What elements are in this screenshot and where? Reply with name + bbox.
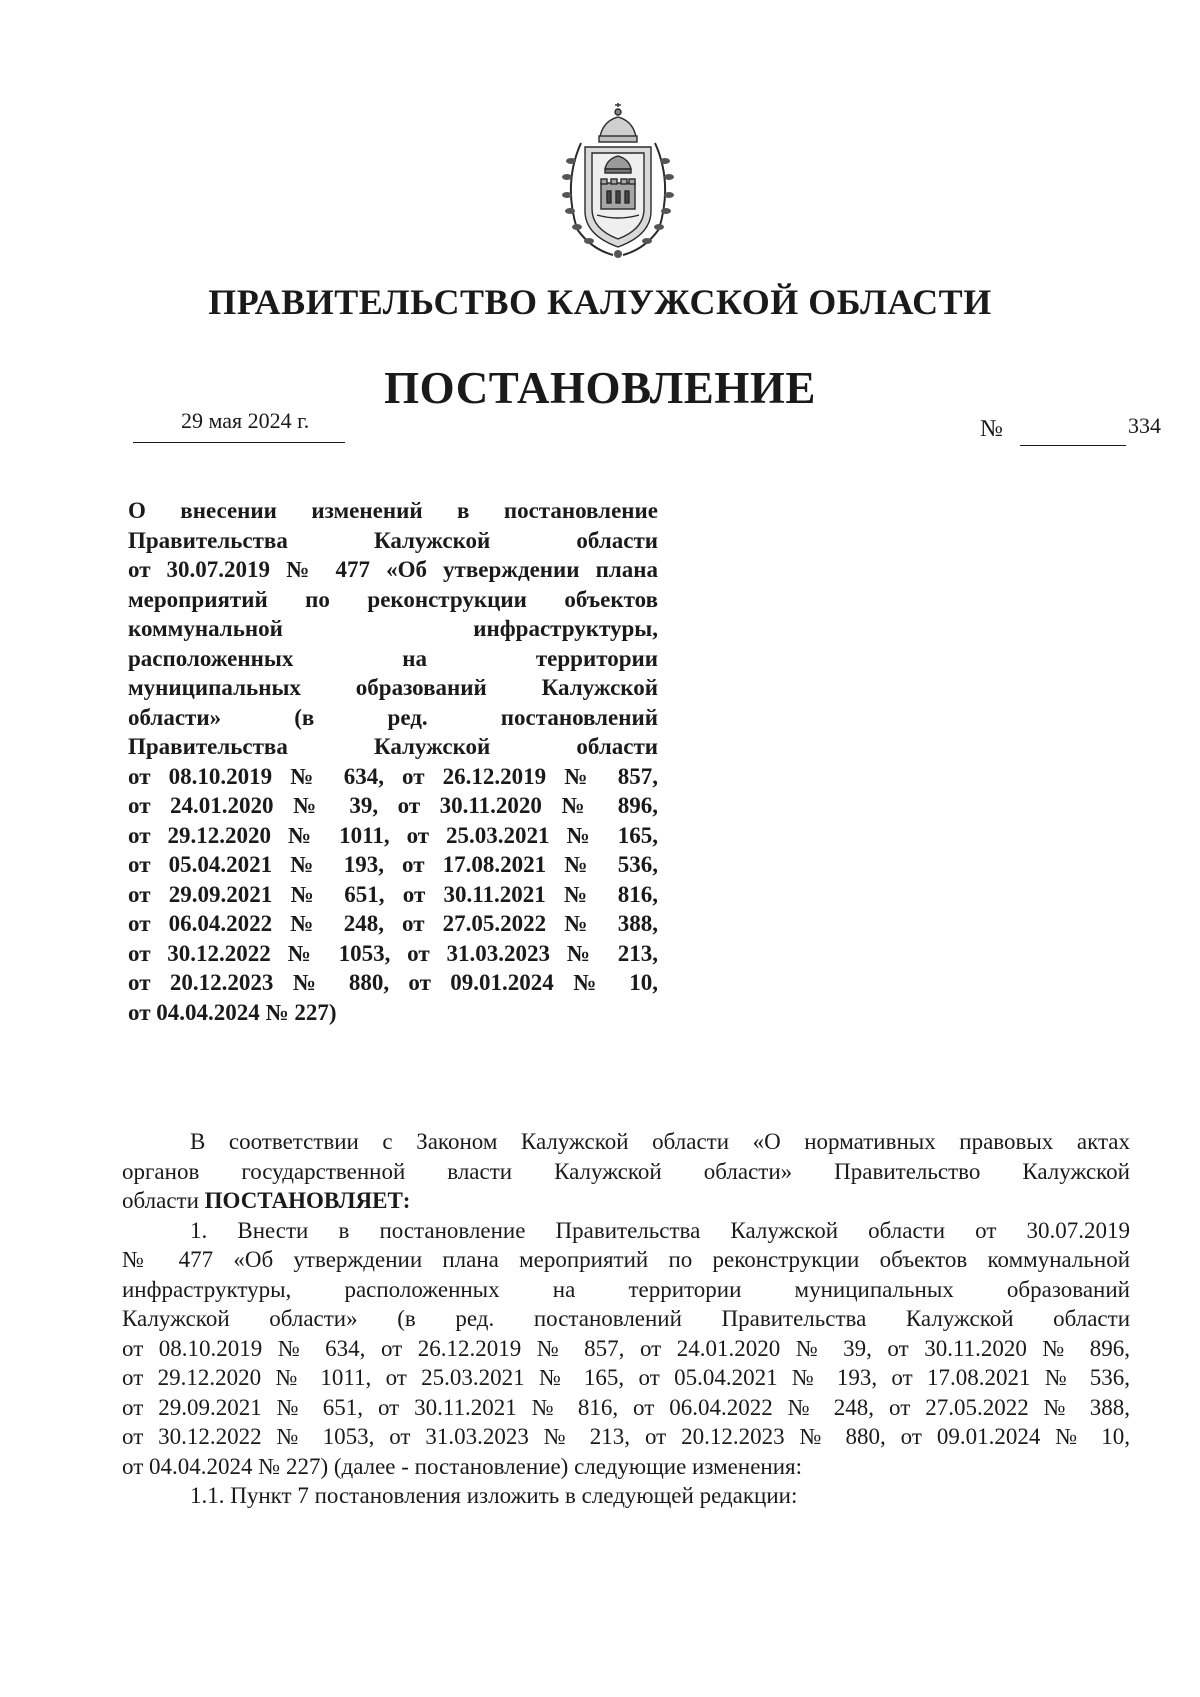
- body-line: от 08.10.2019 № 634, от 26.12.2019 № 857, от 24.01.2020 № 39, от 30.11.2020 № 896,: [122, 1335, 1130, 1361]
- document-date-field: [133, 402, 345, 443]
- body-line: 1. Внести в постановление Правительства Калужской области от 30.07.2019: [190, 1217, 1130, 1243]
- number-underline: [1020, 413, 1161, 446]
- subject-line: области» (в ред. постановлений: [128, 704, 658, 730]
- subject-line: от 24.01.2020 № 39, от 30.11.2020 № 896,: [128, 793, 658, 818]
- coat-of-arms-emblem: [555, 103, 681, 260]
- document-number: 334: [1128, 413, 1161, 438]
- government-title: ПРАВИТЕЛЬСТВО КАЛУЖСКОЙ ОБЛАСТИ: [208, 282, 992, 322]
- body-line: от 04.04.2024 № 227) (далее - постановление) следующие изменения:: [122, 1453, 802, 1479]
- subject-line: от 08.10.2019 № 634, от 26.12.2019 № 857,: [128, 763, 658, 789]
- number-sign: №: [980, 416, 1003, 442]
- resolves-keyword: ПОСТАНОВЛЯЕТ:: [204, 1188, 411, 1213]
- subject-line: от 05.04.2021 № 193, от 17.08.2021 № 536,: [128, 852, 658, 877]
- subject-line: от 20.12.2023 № 880, от 09.01.2024 № 10,: [128, 970, 658, 995]
- body-line: [122, 1186, 1130, 1216]
- preamble-end: области: [122, 1188, 199, 1213]
- subject-line: О внесении изменений в постановление: [128, 498, 658, 523]
- body-line: от 29.12.2020 № 1011, от 25.03.2021 № 165, от 05.04.2021 № 193, от 17.08.2021 № 536,: [122, 1365, 1130, 1390]
- body-line: Калужской области» (в ред. постановлений Правительства Калужской области: [122, 1306, 1130, 1331]
- subject-line: муниципальных образований Калужской: [128, 675, 658, 700]
- subject-line: расположенных на территории: [128, 645, 658, 671]
- document-number-field: [980, 413, 1161, 446]
- subject-line: от 04.04.2024 № 227): [128, 999, 337, 1025]
- body-line: от 29.09.2021 № 651, от 30.11.2021 № 816, от 06.04.2022 № 248, от 27.05.2022 № 388,: [122, 1394, 1130, 1420]
- body-line: от 30.12.2022 № 1053, от 31.03.2023 № 213, от 20.12.2023 № 880, от 09.01.2024 № 10,: [122, 1424, 1130, 1449]
- subject-line: от 29.12.2020 № 1011, от 25.03.2021 № 165,: [128, 822, 658, 848]
- subject-line: от 30.12.2022 № 1053, от 31.03.2023 № 213,: [128, 940, 658, 966]
- body-line: № 477 «Об утверждении плана мероприятий по реконструкции объектов коммунальной: [122, 1247, 1130, 1272]
- document-date: 29 мая 2024 г.: [181, 408, 310, 433]
- subject-line: коммунальной инфраструктуры,: [128, 616, 658, 641]
- subject-line: мероприятий по реконструкции объектов: [128, 586, 658, 612]
- subject-line: от 30.07.2019 № 477 «Об утверждении плана: [128, 557, 658, 582]
- document-body: [122, 1127, 1130, 1511]
- body-line: 1.1. Пункт 7 постановления изложить в следующей редакции:: [190, 1483, 798, 1508]
- document-subject: [128, 496, 658, 1027]
- subject-line: Правительства Калужской области: [128, 734, 658, 759]
- body-line: В соответствии с Законом Калужской области «О нормативных правовых актах: [190, 1129, 1130, 1154]
- document-type-title: ПОСТАНОВЛЕНИЕ: [384, 363, 816, 413]
- subject-line: от 06.04.2022 № 248, от 27.05.2022 № 388,: [128, 911, 658, 936]
- body-line: инфраструктуры, расположенных на территории муниципальных образований: [122, 1276, 1130, 1302]
- body-line: органов государственной власти Калужской области» Правительство Калужской: [122, 1158, 1130, 1184]
- subject-line: от 29.09.2021 № 651, от 30.11.2021 № 816,: [128, 881, 658, 907]
- subject-line: Правительства Калужской области: [128, 527, 658, 553]
